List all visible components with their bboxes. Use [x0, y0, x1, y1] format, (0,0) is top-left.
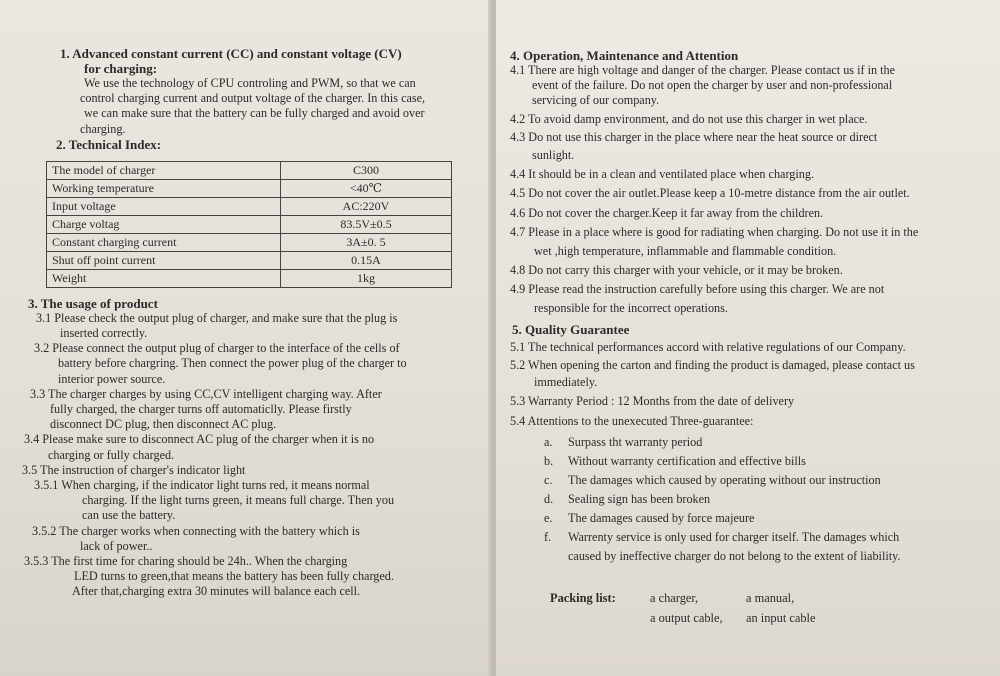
- table-row: [47, 179, 452, 197]
- text-line: 3.5.3 The first time for charing should be 24h.. When the charging: [24, 554, 348, 569]
- list-text: Sealing sign has been broken: [568, 491, 711, 506]
- text-line: immediately.: [534, 375, 598, 390]
- list-item: [510, 509, 976, 528]
- table-value: AC:220V: [281, 197, 452, 215]
- guarantee-exclusions-list: [510, 433, 976, 566]
- table-row: [47, 215, 452, 233]
- text-line: disconnect DC plug, then disconnect AC plug.: [50, 417, 277, 432]
- text-line: control charging current and output voltage of the charger. In this case,: [80, 91, 426, 106]
- technical-index-table: [46, 161, 452, 288]
- text-line: 3.5.2 The charger works when connecting with the battery which is: [32, 523, 360, 538]
- text-line: 4.4 It should be in a clean and ventilated place when charging.: [510, 167, 815, 182]
- text-line: lack of power..: [80, 538, 153, 553]
- text-line: 3.5.1 When charging, if the indicator light turns red, it means normal: [34, 478, 370, 493]
- packing-item: a output cable,: [650, 610, 723, 625]
- text-line: charging. If the light turns green, it means full charge. Then you: [82, 493, 395, 508]
- table-row: [47, 251, 452, 269]
- text-line: interior power source.: [58, 371, 166, 386]
- packing-list: [510, 588, 976, 628]
- table-row: [47, 233, 452, 251]
- list-letter: c.: [544, 472, 553, 487]
- text-line: 3.5 The instruction of charger's indicator light: [22, 462, 246, 477]
- section-1-title-cont: for charging:: [84, 61, 158, 76]
- section-2-title: 2. Technical Index:: [56, 136, 162, 152]
- list-letter: b.: [544, 453, 554, 468]
- list-letter: d.: [544, 491, 554, 506]
- packing-item: a manual,: [746, 590, 795, 605]
- right-page: [496, 0, 1000, 676]
- table-key: Weight: [47, 269, 281, 287]
- text-line: We use the technology of CPU controling and PWM, so that we can: [84, 76, 416, 90]
- text-line: 4.6 Do not cover the charger.Keep it far away from the children.: [510, 205, 824, 220]
- text-line: 3.2 Please connect the output plug of charger to the interface of the cells of: [34, 341, 400, 356]
- section-5-body: [510, 340, 976, 429]
- packing-item: a charger,: [650, 590, 699, 605]
- list-letter: a.: [544, 434, 553, 449]
- text-line: After that,charging extra 30 minutes will balance each cell.: [72, 584, 361, 599]
- list-item: [510, 452, 976, 471]
- text-line: 4.3 Do not use this charger in the place where near the heat source or direct: [510, 129, 878, 144]
- text-line: 3.4 Please make sure to disconnect AC plug of the charger when it is no: [24, 432, 375, 447]
- table-key: Constant charging current: [47, 233, 281, 251]
- text-line: 3.1 Please check the output plug of charger, and make sure that the plug is: [36, 310, 398, 325]
- list-text: The damages caused by force majeure: [568, 510, 755, 525]
- table-row: [47, 197, 452, 215]
- list-item: [510, 528, 976, 547]
- list-text: The damages which caused by operating without our instruction: [568, 472, 881, 487]
- section-3-body: [22, 311, 464, 600]
- table-value: <40℃: [281, 179, 452, 197]
- packing-list-items: [650, 588, 856, 628]
- list-text: caused by ineffective charger do not belong to the extent of liability.: [568, 548, 901, 563]
- text-line: 5.2 When opening the carton and finding the product is damaged, please contact us: [510, 358, 915, 373]
- list-item: [510, 490, 976, 509]
- text-line: 3.3 The charger charges by using CC,CV intelligent charging way. After: [30, 386, 382, 401]
- list-item-continued: [510, 547, 976, 566]
- text-line: 4.1 There are high voltage and danger of the charger. Please contact us if in the: [510, 63, 896, 77]
- text-line: 5.1 The technical performances accord with relative regulations of our Company.: [510, 339, 906, 354]
- table-row: [47, 269, 452, 287]
- text-line: responsible for the incorrect operations.: [534, 300, 728, 315]
- list-text: Surpass tht warranty period: [568, 434, 703, 449]
- text-line: LED turns to green,that means the battery has been fully charged.: [74, 569, 394, 584]
- text-line: servicing of our company.: [532, 93, 660, 108]
- text-line: 4.2 To avoid damp environment, and do not use this charger in wet place.: [510, 111, 868, 126]
- table-key: Working temperature: [47, 179, 281, 197]
- section-5-title: 5. Quality Guarantee: [512, 321, 630, 337]
- list-item: [510, 471, 976, 490]
- text-line: inserted correctly.: [60, 326, 148, 341]
- table-key: The model of charger: [47, 161, 281, 179]
- text-line: charging.: [80, 121, 126, 136]
- text-line: 4.9 Please read the instruction carefully before using this charger. We are not: [510, 282, 885, 297]
- packing-item: an input cable: [746, 610, 816, 625]
- text-line: 4.5 Do not cover the air outlet.Please keep a 10-metre distance from the air outlet.: [510, 186, 910, 201]
- text-line: 4.8 Do not carry this charger with your vehicle, or it may be broken.: [510, 263, 843, 278]
- list-letter: e.: [544, 510, 553, 525]
- text-line: 5.3 Warranty Period : 12 Months from the date of delivery: [510, 394, 795, 409]
- text-line: event of the failure. Do not open the charger by user and non-professional: [532, 78, 893, 93]
- left-page: [0, 0, 492, 676]
- text-line: 5.4 Attentions to the unexecuted Three-guarantee:: [510, 413, 754, 428]
- packing-list-label: Packing list:: [550, 590, 616, 605]
- text-line: can use the battery.: [82, 508, 176, 523]
- text-line: wet ,high temperature, inflammable and flammable condition.: [534, 244, 837, 259]
- table-value: 3A±0. 5: [281, 233, 452, 251]
- text-line: charging or fully charged.: [48, 447, 175, 462]
- section-1-body: [22, 76, 464, 137]
- text-line: we can make sure that the battery can be fully charged and avoid over: [84, 106, 425, 121]
- table-value: 83.5V±0.5: [281, 215, 452, 233]
- text-line: sunlight.: [532, 148, 575, 163]
- list-item: [510, 433, 976, 452]
- table-key: Input voltage: [47, 197, 281, 215]
- list-text: Without warranty certification and effective bills: [568, 453, 806, 468]
- text-line: 4.7 Please in a place where is good for radiating when charging. Do not use it in the: [510, 224, 919, 239]
- table-value: 1kg: [281, 269, 452, 287]
- section-4-body: [510, 63, 976, 316]
- table-value: C300: [281, 161, 452, 179]
- list-letter: f.: [544, 529, 552, 544]
- list-text: Warrenty service is only used for charger itself. The damages which: [568, 529, 900, 544]
- table-row: [47, 161, 452, 179]
- table-key: Charge voltag: [47, 215, 281, 233]
- table-value: 0.15A: [281, 251, 452, 269]
- section-4-title: 4. Operation, Maintenance and Attention: [510, 48, 739, 63]
- section-3-title: 3. The usage of product: [28, 295, 158, 311]
- section-1-title: 1. Advanced constant current (CC) and constant voltage (CV): [60, 46, 402, 61]
- table-key: Shut off point current: [47, 251, 281, 269]
- text-line: fully charged, the charger turns off automaticlly. Please firstly: [50, 402, 352, 417]
- text-line: battery before chargring. Then connect the power plug of the charger to: [58, 356, 407, 371]
